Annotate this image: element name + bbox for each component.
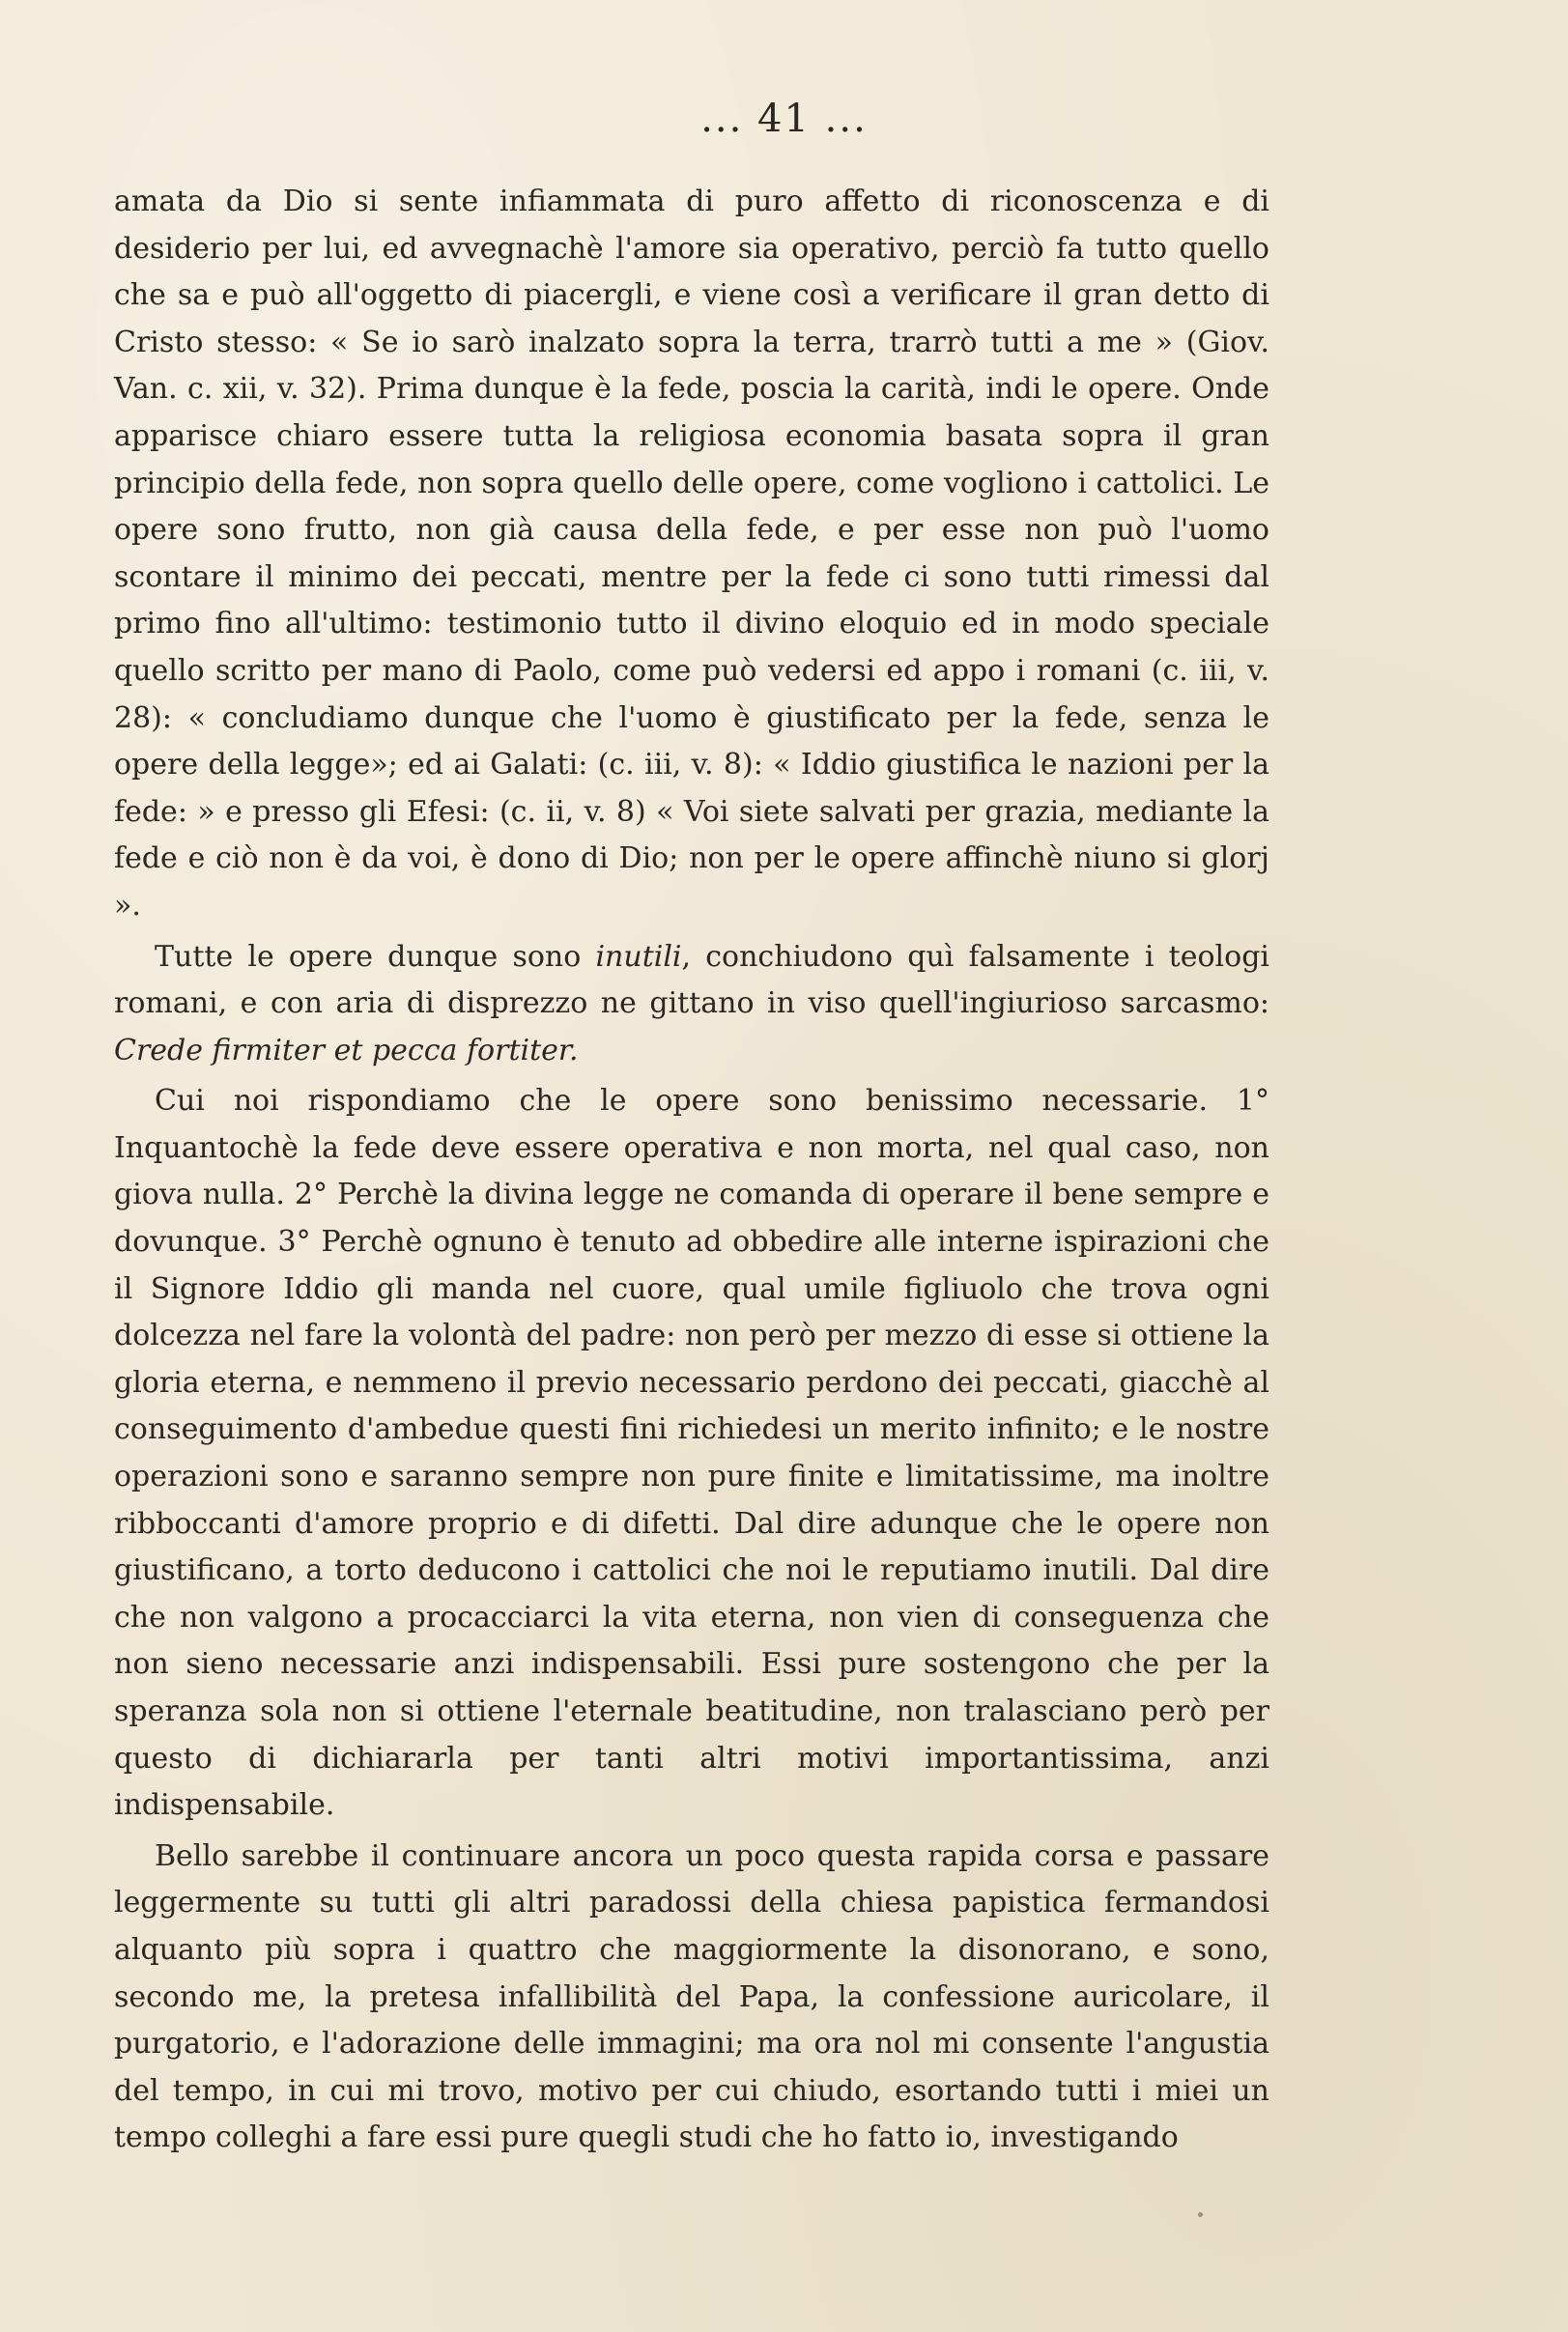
paragraph [114, 1834, 1269, 2162]
paper-speck [1198, 2212, 1203, 2217]
italic-quote: Crede firmiter et pecca fortiter. [114, 1033, 579, 1067]
body-text [114, 179, 1269, 2162]
text-run: amata da Dio si sente infiammata di puro affetto di riconoscenza e di desiderio per lui, ed avvegnachè l'amore sia operativo, perciò fa tutto quello che sa e può all'oggetto di piacergli, e viene così a verificare il gran detto di Cristo stesso: « Se io sarò inalzato sopra la terra, trarrò tutti a me » (Giov. Van. c. xii, v. 32). Prima dunque è la fede, poscia la carità, indi le opere. Onde apparisce chiaro essere tutta la religiosa economia basata sopra il gran principio della fede, non sopra quello delle opere, come vogliono i cattolici. Le opere sono frutto, non già causa della fede, e per esse non può l'uomo scontare il minimo dei peccati, mentre per la fede ci sono tutti rimessi dal primo fino all'ultimo: testimonio tutto il divino eloquio ed in modo speciale quello scritto per mano di Paolo, come può vedersi ed appo i romani (c. iii, v. 28): « concludiamo dunque che l'uomo è giustificato per la fede, senza le opere della legge»; ed ai Galati: (c. iii, v. 8): « Iddio giustifica le nazioni per la fede: » e presso gli Efesi: (c. ii, v. 8) « Voi siete salvati per grazia, mediante la fede e ciò non è da voi, è dono di Dio; non per le opere affinchè niuno si glorj ». [114, 185, 1269, 923]
paragraph [114, 934, 1269, 1075]
text-run: Tutte le opere dunque sono [155, 939, 596, 974]
page-number: ... 41 ... [700, 97, 868, 141]
text-run: , conchiudono quì falsamente i teologi romani, e con aria di disprezzo ne gittano in viso quell'ingiurioso sarcasmo: [114, 939, 1269, 1021]
paragraph [114, 1078, 1269, 1830]
italic-word: inutili [595, 939, 682, 974]
paragraph [114, 179, 1269, 930]
text-run: Cui noi rispondiamo che le opere sono benissimo necessarie. 1° Inquantochè la fede deve essere operativa e non morta, nel qual caso, non giova nulla. 2° Perchè la divina legge ne comanda di operare il bene sempre e dovunque. 3° Perchè ognuno è tenuto ad obbedire alle interne ispirazioni che il Signore Iddio gli manda nel cuore, qual umile figliuolo che trova ogni dolcezza nel fare la volontà del padre: non però per mezzo di esse si ottiene la gloria eterna, e nemmeno il previo necessario perdono dei peccati, giacchè al conseguimento d'ambedue questi fini richiedesi un merito infinito; e le nostre operazioni sono e saranno sempre non pure finite e limitatissime, ma inoltre ribboccanti d'amore proprio e di difetti. Dal dire adunque che le opere non giustificano, a torto deducono i cattolici che noi le reputiamo inutili. Dal dire che non valgono a procacciarci la vita eterna, non vien di conseguenza che non sieno necessarie anzi indispensabili. Essi pure sostengono che per la speranza sola non si ottiene l'eternale beatitudine, non tralasciano però per questo di dichiararla per tanti altri motivi importantissima, anzi indispensabile. [114, 1084, 1269, 1823]
text-run: Bello sarebbe il continuare ancora un poco questa rapida corsa e passare leggermente su tutti gli altri paradossi della chiesa papistica fermandosi alquanto più sopra i quattro che maggiormente la disonorano, e sono, secondo me, la pretesa infallibilità del Papa, la confessione auricolare, il purgatorio, e l'adorazione delle immagini; ma ora nol mi consente l'angustia del tempo, in cui mi trovo, motivo per cui chiudo, esortando tutti i miei un tempo colleghi a fare essi pure quegli studi che ho fatto io, investigando [114, 1838, 1269, 2155]
